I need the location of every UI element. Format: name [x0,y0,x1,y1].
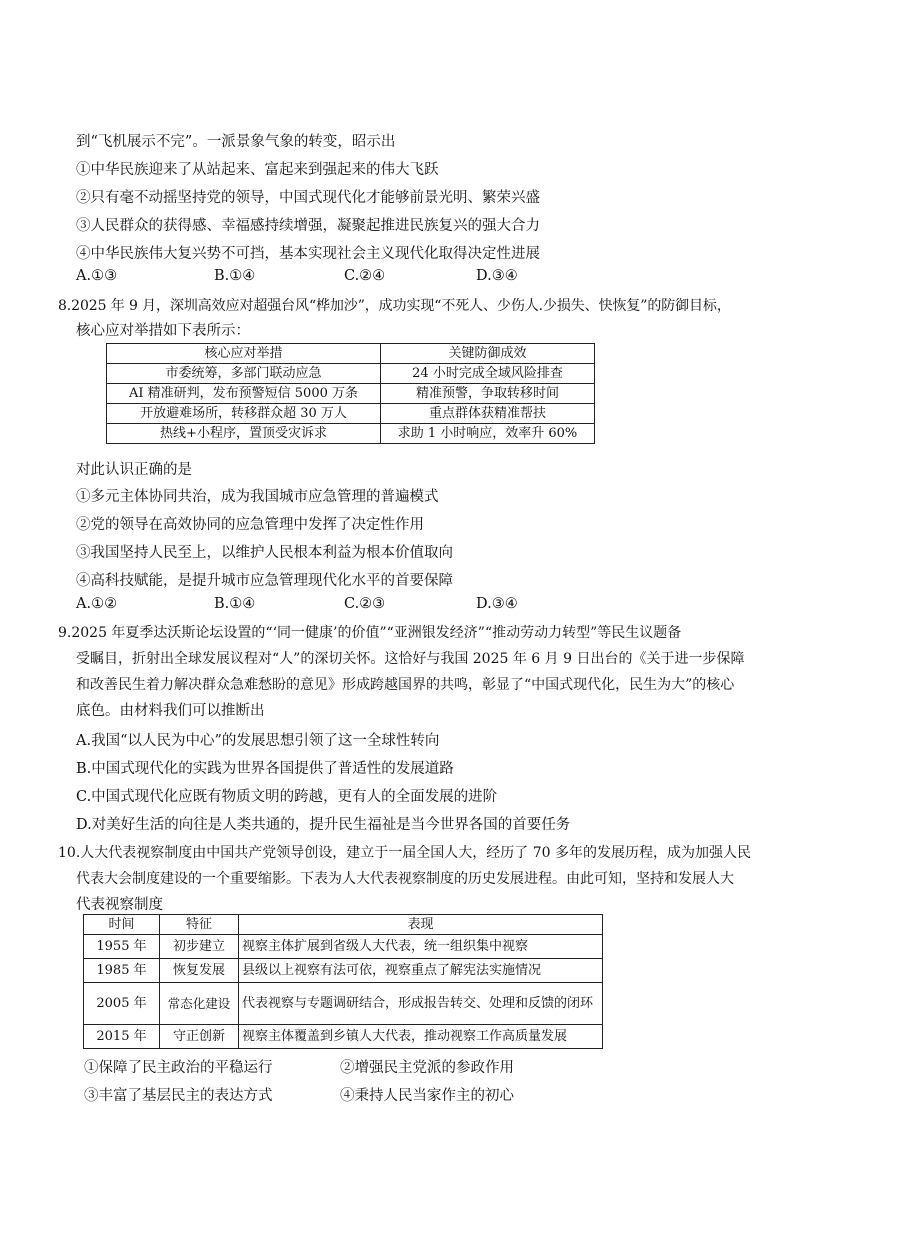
table-header-cell: 表现 [239,915,603,935]
table-cell: 代表视察与专题调研结合，形成报告转交、处理和反馈的闭环 [239,983,603,1025]
q10-stem-line-3: 代表视察制度 [76,897,163,913]
q7-stem-tail: 到“飞机展示不完”。一派景象气象的转变，昭示出 [76,134,396,150]
table-cell: 精准预警，争取转移时间 [381,384,595,404]
table-cell: 视察主体扩展到省级人大代表，统一组织集中视察 [239,935,603,959]
q8-option-a[interactable]: A.①② [76,596,118,612]
q10-history-table [83,914,603,1049]
table-row [107,404,595,424]
q9-option-d[interactable]: D.对美好生活的向往是人类共通的，提升民生福祉是当今世界各国的首要任务 [76,817,571,833]
q8-option-c[interactable]: C.②③ [344,596,386,612]
table-cell: 视察主体覆盖到乡镇人大代表，推动视察工作高质量发展 [239,1025,603,1049]
table-row [84,1025,603,1049]
q7-statement-4: ④中华民族伟大复兴势不可挡，基本实现社会主义现代化取得决定性进展 [76,246,540,262]
q9-stem-line-2: 受瞩目，折射出全球发展议程对“人”的深切关怀。这恰好与我国 2025 年 6 月 9 日出台的《关于进一步保障 [76,651,745,667]
q7-option-d[interactable]: D.③④ [476,268,518,284]
table-cell: 市委统筹，多部门联动应急 [107,364,381,384]
q9-stem-line-4: 底色。由材料我们可以推断出 [76,703,265,719]
table-row [107,364,595,384]
q7-options [76,266,676,286]
table-row [84,983,603,1025]
table-cell: 求助 1 小时响应，效率升 60% [381,424,595,444]
q10-statement-3: ③丰富了基层民主的表达方式 [84,1088,273,1104]
table-cell: 恢复发展 [160,959,239,983]
table-cell: 常态化建设 [160,983,239,1025]
q9-stem-line-1: 9.2025 年夏季达沃斯论坛设置的“‘同一健康’的价值”“亚洲银发经济”“推动劳动力转型”等民生议题备 [58,625,682,641]
table-header-cell: 核心应对举措 [107,344,381,364]
q8-stem-line-1: 8.2025 年 9 月，深圳高效应对超强台风“桦加沙”，成功实现“不死人、少伤人.少损失、快恢复”的防御目标， [58,298,731,314]
q8-question: 对此认识正确的是 [76,462,192,478]
q10-stem-line-2: 代表大会制度建设的一个重要缩影。下表为人大代表视察制度的历史发展进程。由此可知，坚持和发展人大 [76,871,734,887]
q7-option-a[interactable]: A.①③ [76,268,118,284]
q10-statement-4: ④秉持人民当家作主的初心 [340,1088,514,1104]
q7-statement-3: ③人民群众的获得感、幸福感持续增强，凝聚起推进民族复兴的强大合力 [76,218,540,234]
table-cell: 重点群体获精准帮扶 [381,404,595,424]
q8-option-d[interactable]: D.③④ [476,596,518,612]
table-header-cell: 关键防御成效 [381,344,595,364]
table-cell: 县级以上视察有法可依，视察重点了解宪法实施情况 [239,959,603,983]
q7-statement-2: ②只有毫不动摇坚持党的领导，中国式现代化才能够前景光明、繁荣兴盛 [76,190,540,206]
table-row [107,424,595,444]
table-header-row [84,915,603,935]
q8-option-b[interactable]: B.①④ [214,596,256,612]
table-cell: 开放避难场所，转移群众超 30 万人 [107,404,381,424]
table-cell: 1955 年 [84,935,160,959]
q9-option-b[interactable]: B.中国式现代化的实践为世界各国提供了普适性的发展道路 [76,761,454,777]
q9-option-a[interactable]: A.我国“以人民为中心”的发展思想引领了这一全球性转向 [76,733,440,749]
table-cell: 2015 年 [84,1025,160,1049]
q7-option-b[interactable]: B.①④ [214,268,256,284]
table-cell: 2005 年 [84,983,160,1025]
table-cell: 24 小时完成全域风险排查 [381,364,595,384]
q8-statement-1: ①多元主体协同共治，成为我国城市应急管理的普遍模式 [76,489,439,505]
q8-measures-table [106,343,595,444]
q8-statement-4: ④高科技赋能，是提升城市应急管理现代化水平的首要保障 [76,573,453,589]
table-header-row [107,344,595,364]
q8-statement-2: ②党的领导在高效协同的应急管理中发挥了决定性作用 [76,517,424,533]
table-row [107,384,595,404]
table-cell: 初步建立 [160,935,239,959]
table-cell: AI 精准研判，发布预警短信 5000 万条 [107,384,381,404]
q8-stem-line-2: 核心应对举措如下表所示： [76,323,250,339]
q7-statement-1: ①中华民族迎来了从站起来、富起来到强起来的伟大飞跃 [76,162,439,178]
table-header-cell: 时间 [84,915,160,935]
q10-statement-2: ②增强民主党派的参政作用 [340,1060,514,1076]
q9-option-c[interactable]: C.中国式现代化应既有物质文明的跨越，更有人的全面发展的进阶 [76,789,498,805]
q7-option-c[interactable]: C.②④ [344,268,386,284]
table-cell: 热线+小程序，置顶受灾诉求 [107,424,381,444]
table-cell: 1985 年 [84,959,160,983]
q9-stem-line-3: 和改善民生着力解决群众急难愁盼的意见》形成跨越国界的共鸣，彰显了“中国式现代化，民生为大”的核心 [76,677,735,693]
q10-statement-1: ①保障了民主政治的平稳运行 [84,1060,273,1076]
table-row [84,935,603,959]
q8-options [76,594,676,614]
table-cell: 守正创新 [160,1025,239,1049]
table-header-cell: 特征 [160,915,239,935]
q10-stem-line-1: 10.人大代表视察制度由中国共产党领导创设，建立于一届全国人大，经历了 70 多年的发展历程，成为加强人民 [58,845,751,861]
q8-statement-3: ③我国坚持人民至上，以维护人民根本利益为根本价值取向 [76,545,453,561]
table-row [84,959,603,983]
